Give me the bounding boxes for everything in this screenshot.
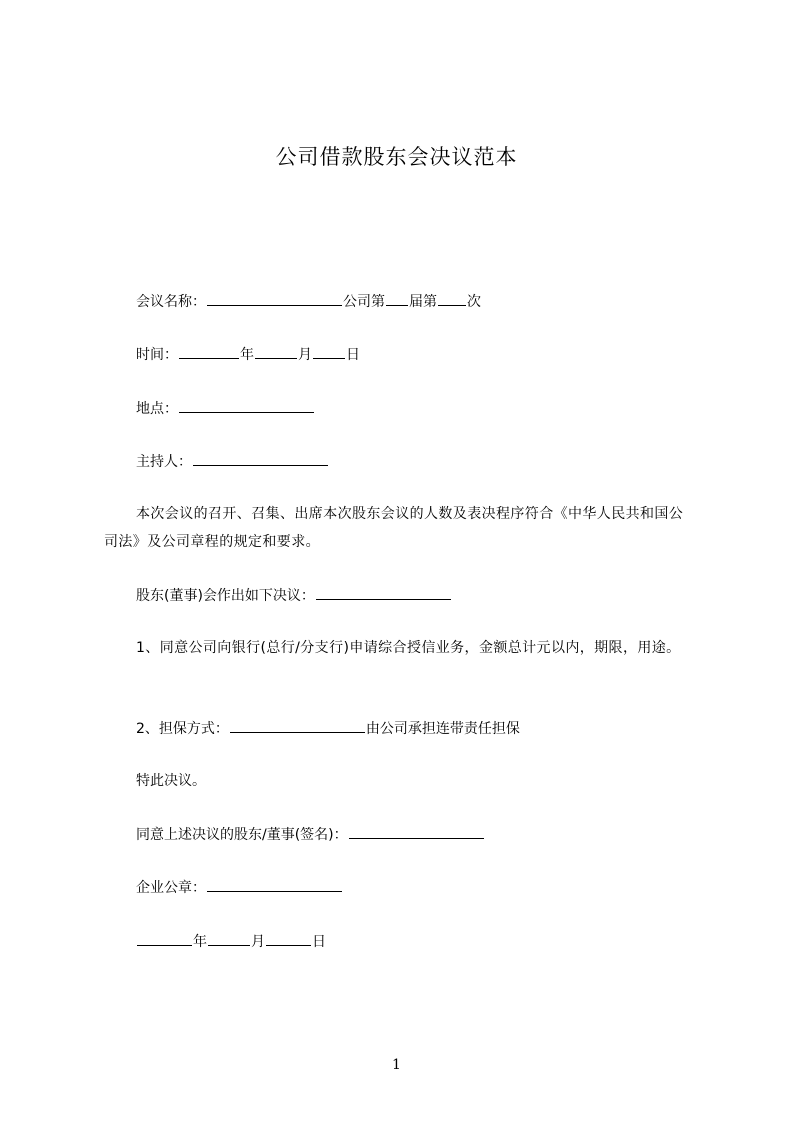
resolution-label: 股东(董事)会作出如下决议： [136,588,315,604]
time-label: 时间： [136,347,178,363]
time-year-label: 年 [240,347,254,363]
date-line [136,931,326,952]
seal-label: 企业公章： [136,880,206,896]
page-number: 1 [392,1057,401,1073]
time-day-label: 日 [346,347,360,363]
host-label: 主持人： [136,454,192,470]
date-year-blank [137,931,192,946]
resolution-blank [316,585,451,600]
date-month-blank [208,931,250,946]
hereby-line: 特此决议。 [136,773,206,789]
seal-line [136,877,343,898]
host-blank [193,451,328,466]
item-2-suffix: 由公司承担连带责任担保 [365,721,520,737]
signature-label: 同意上述决议的股东/董事(签名)： [136,827,348,843]
guarantee-method-blank [230,718,365,733]
document-title: 公司借款股东会决议范本 [275,145,518,169]
item-2-label: 2、担保方式： [136,721,229,737]
time-year-blank [179,344,239,359]
time-month-label: 月 [298,347,312,363]
meeting-name-suffix-3: 次 [467,294,481,310]
meeting-count-blank [438,291,466,306]
session-blank [386,291,408,306]
meeting-name-suffix-1: 公司第 [343,294,385,310]
compliance-paragraph: 本次会议的召开、召集、出席本次股东会议的人数及表决程序符合《中华人民共和国公司法》及公司章程的规定和要求。 [104,506,684,550]
item-1-paragraph: 1、同意公司向银行(总行/分支行)申请综合授信业务，金额总计元以内，期限，用途。 [136,640,681,656]
location-blank [179,398,314,413]
signature-line [136,824,485,845]
meeting-name-blank [207,291,342,306]
date-month-label: 月 [251,934,265,950]
date-year-label: 年 [193,934,207,950]
host-line [136,451,329,472]
date-day-label: 日 [312,934,326,950]
seal-blank [207,877,342,892]
date-day-blank [266,931,311,946]
time-day-blank [313,344,345,359]
item-2-line [136,718,520,739]
meeting-name-suffix-2: 届第 [409,294,437,310]
location-line [136,398,315,419]
meeting-name-label: 会议名称： [136,294,206,310]
time-month-blank [255,344,297,359]
meeting-name-line [136,291,481,312]
resolution-line [136,585,452,606]
signature-blank [349,824,484,839]
location-label: 地点： [136,401,178,417]
time-line [136,344,360,365]
